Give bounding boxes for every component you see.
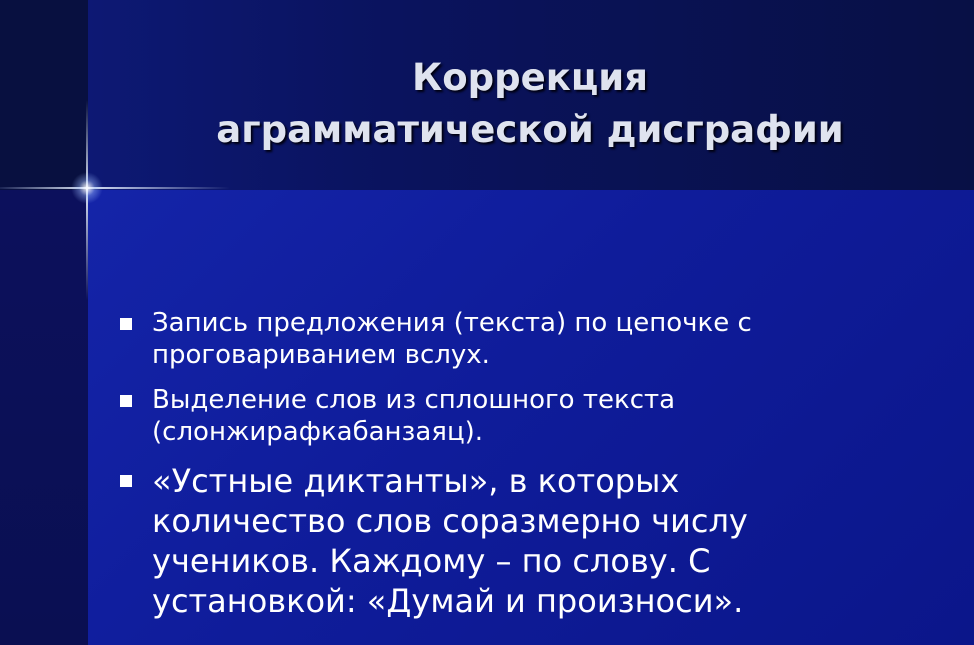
bullet-line: количество слов соразмерно числу — [152, 502, 748, 540]
bullet-line: проговариванием вслух. — [152, 340, 490, 370]
square-bullet-icon — [120, 318, 132, 330]
slide-title-line-2: аграмматической дисграфии — [216, 108, 844, 151]
slide-title-line-1: Коррекция — [412, 56, 648, 99]
bullet-line: (слонжирафкабанзаяц). — [152, 417, 484, 447]
corner-background — [0, 0, 88, 190]
square-bullet-icon — [120, 475, 132, 487]
slide-title — [150, 52, 910, 156]
bullet-line: установкой: «Думай и произноси». — [152, 582, 744, 620]
bullet-line: учеников. Каждому – по слову. С — [152, 542, 711, 580]
bullet-item — [118, 384, 918, 448]
bullet-list — [118, 307, 918, 621]
bullet-line: Запись предложения (текста) по цепочке с — [152, 308, 752, 338]
light-flare-horizontal — [0, 187, 230, 189]
square-bullet-icon — [120, 395, 132, 407]
bullet-line: «Устные диктанты», в которых — [152, 462, 680, 500]
bullet-item — [118, 307, 918, 371]
bullet-item — [118, 461, 918, 621]
light-flare-decoration — [71, 172, 103, 204]
bullet-line: Выделение слов из сплошного текста — [152, 385, 676, 415]
